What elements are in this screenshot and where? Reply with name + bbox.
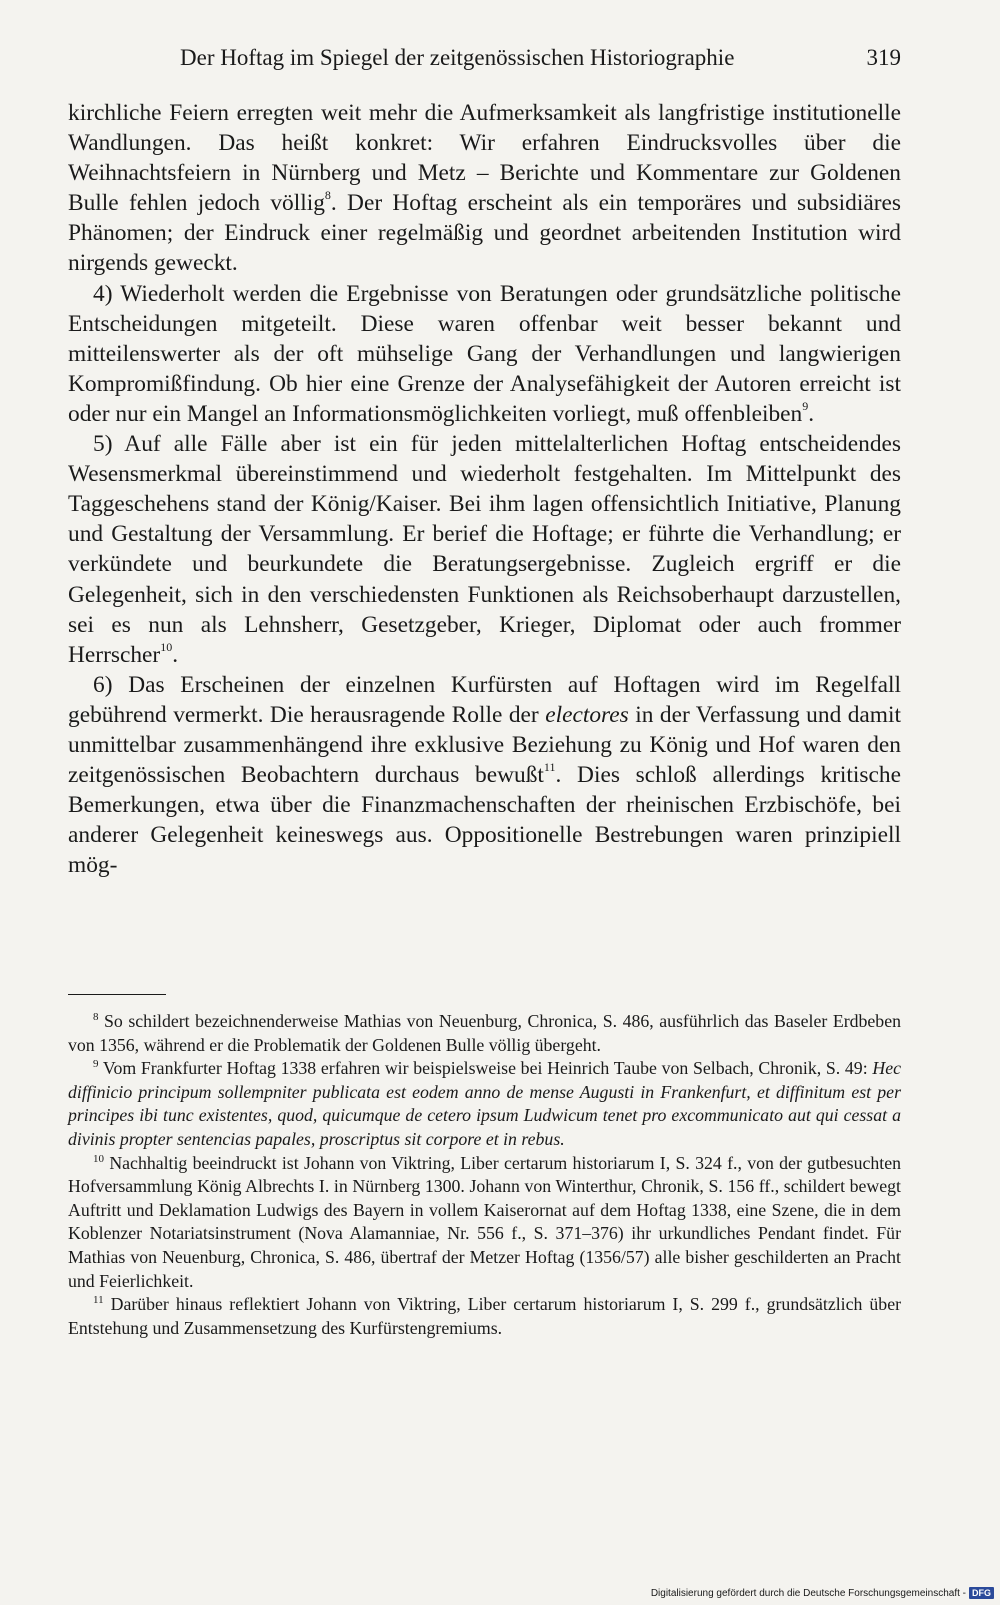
footnotes	[68, 1010, 901, 1340]
digitization-credit	[651, 1587, 994, 1599]
paragraph-1-end: . Der Hoftag erscheint als ein temporäres und subsidiäres Phänomen; der Eindruck einer regelmäßig und geordnet arbeitenden Institution wird nirgends geweckt.	[68, 190, 902, 277]
dfg-logo[interactable]: DFG	[969, 1587, 994, 1599]
footnote-ref-8[interactable]: 8	[324, 188, 331, 203]
page-number: 319	[866, 45, 901, 70]
digitization-credit-text: Digitalisierung gefördert durch die Deutsche Forschungsgemeinschaft -	[650, 1587, 966, 1599]
footnote-9	[68, 1057, 901, 1151]
paragraph-2-end: .	[808, 400, 815, 427]
footnote-9-text: Vom Frankfurter Hoftag 1338 erfahren wir beispielsweise bei Heinrich Taube von Selbach, Chronik, S. 49:	[102, 1058, 873, 1079]
footnote-10-text: Nachhaltig beeindruckt ist Johann von Viktring, Liber certarum historiarum I, S. 324 f., von der gutbesuchten Hofversammlung König Albrechts I. in Nürnberg 1300. Johann von Winterthur, Chronik, S. 156 ff., schildert bewegt Auftritt und Deklamation Ludwigs des Bayern in vollem Kaiserornat auf dem Hoftag 1338, eine Szene, die in dem Koblenzer Notariatsinstrument (Nova Alamanniae, Nr. 556 f., S. 371–376) ihr urkundliches Pendant findet. Für Mathias von Neuenburg, Chronica, S. 486, übertraf der Metzer Hoftag (1356/57) alle bisher geschilderten an Pracht und Feierlichkeit.	[68, 1152, 901, 1291]
footnote-9-number: 9	[93, 1058, 99, 1071]
footnote-10	[68, 1152, 901, 1294]
footnote-11	[68, 1293, 901, 1340]
paragraph-4-text-a: 6) Das Erscheinen der einzelnen Kurfürsten auf Hoftagen wird im Regelfall gebührend vermerkt. Die herausragende Rolle der	[68, 671, 901, 728]
footnote-11-text: Darüber hinaus reflektiert Johann von Viktring, Liber certarum historiarum I, S. 299 f., grundsätzlich über Entstehung und Zusammensetzung des Kurfürstengremiums.	[68, 1294, 902, 1338]
footnote-9-quote: Hec diffinicio principum sollempniter publicata est eodem anno de mense Augusti in Frankenfurt, et diffinitum est per principes ibi tunc existentes, quod, quicumque de cetero ipsum Ludwicum tenet pro excommunicato aut qui cessat a divinis propter sentencias papales, proscriptus sit corpore et in rebus.	[68, 1058, 901, 1149]
footnote-8-number: 8	[93, 1011, 99, 1024]
body-text	[68, 98, 901, 880]
running-title: Der Hoftag im Spiegel der zeitgenössischen Historiographie	[180, 45, 735, 70]
paragraph-4	[68, 670, 901, 881]
footnote-ref-10[interactable]: 10	[160, 639, 173, 654]
footnote-11-number: 11	[93, 1294, 104, 1307]
footnote-8	[68, 1010, 901, 1057]
paragraph-4-italic: electores	[545, 701, 629, 728]
paragraph-3	[68, 429, 901, 670]
footnote-divider	[68, 994, 166, 995]
footnote-10-number: 10	[93, 1152, 104, 1165]
paragraph-2-text: 4) Wiederholt werden die Ergebnisse von Beratungen oder grundsätzliche politische Entscheidungen mitgeteilt. Diese waren offenbar weit besser bekannt und mitteilenswerter als der oft mühselige Gang der Verhandlungen und langwierigen Kompromißfindung. Ob hier eine Grenze der Analysefähigkeit der Autoren erreicht ist oder nur ein Mangel an Informationsmöglichkeiten vorliegt, muß offenbleiben	[68, 280, 901, 427]
paragraph-4-text-c: . Dies schloß allerdings kritische Bemerkungen, etwa über die Finanzmachenschaften der rheinischen Erzbischöfe, bei anderer Gelegenheit keineswegs aus. Oppositionelle Bestrebungen waren prinzipiell mög-	[68, 762, 901, 879]
paragraph-2	[68, 279, 901, 429]
paragraph-3-end: .	[172, 641, 179, 668]
paragraph-3-text: 5) Auf alle Fälle aber ist ein für jeden mittelalterlichen Hoftag entscheidendes Wesensmerkmal übereinstimmend und wiederholt festgehalten. Im Mittelpunkt des Taggeschehens stand der König/Kaiser. Bei ihm lagen offensichtlich Initiative, Planung und Gestaltung der Versammlung. Er berief die Hoftage; er führte die Verhandlung; er verkündete und beurkundete die Beratungsergebnisse. Zugleich ergriff er die Gelegenheit, sich in den verschiedensten Funktionen als Reichsoberhaupt darzustellen, sei es nun als Lehnsherr, Gesetzgeber, Krieger, Diplomat oder auch frommer Herrscher	[68, 431, 901, 668]
footnote-ref-9[interactable]: 9	[802, 399, 809, 414]
paragraph-1-text: kirchliche Feiern erregten weit mehr die Aufmerksamkeit als langfristige institutionelle Wandlungen. Das heißt konkret: Wir erfahren Eindrucksvolles über die Weihnachtsfeiern in Nürnberg und Metz – Berichte und Kommentare zur Goldenen Bulle fehlen jedoch völlig	[68, 100, 901, 217]
paragraph-1	[68, 98, 901, 279]
paragraph-4-text-b: in der Verfassung und damit unmittelbar zusammenhängend ihre exklusive Beziehung zu König und Hof waren den zeitgenössischen Beobachtern durchaus bewußt	[68, 701, 902, 789]
footnote-ref-11[interactable]: 11	[543, 760, 556, 775]
footnote-8-text: So schildert bezeichnenderweise Mathias von Neuenburg, Chronica, S. 486, ausführlich das Baseler Erdbeben von 1356, während er die Problematik der Goldenen Bulle völlig übergeht.	[68, 1011, 901, 1055]
